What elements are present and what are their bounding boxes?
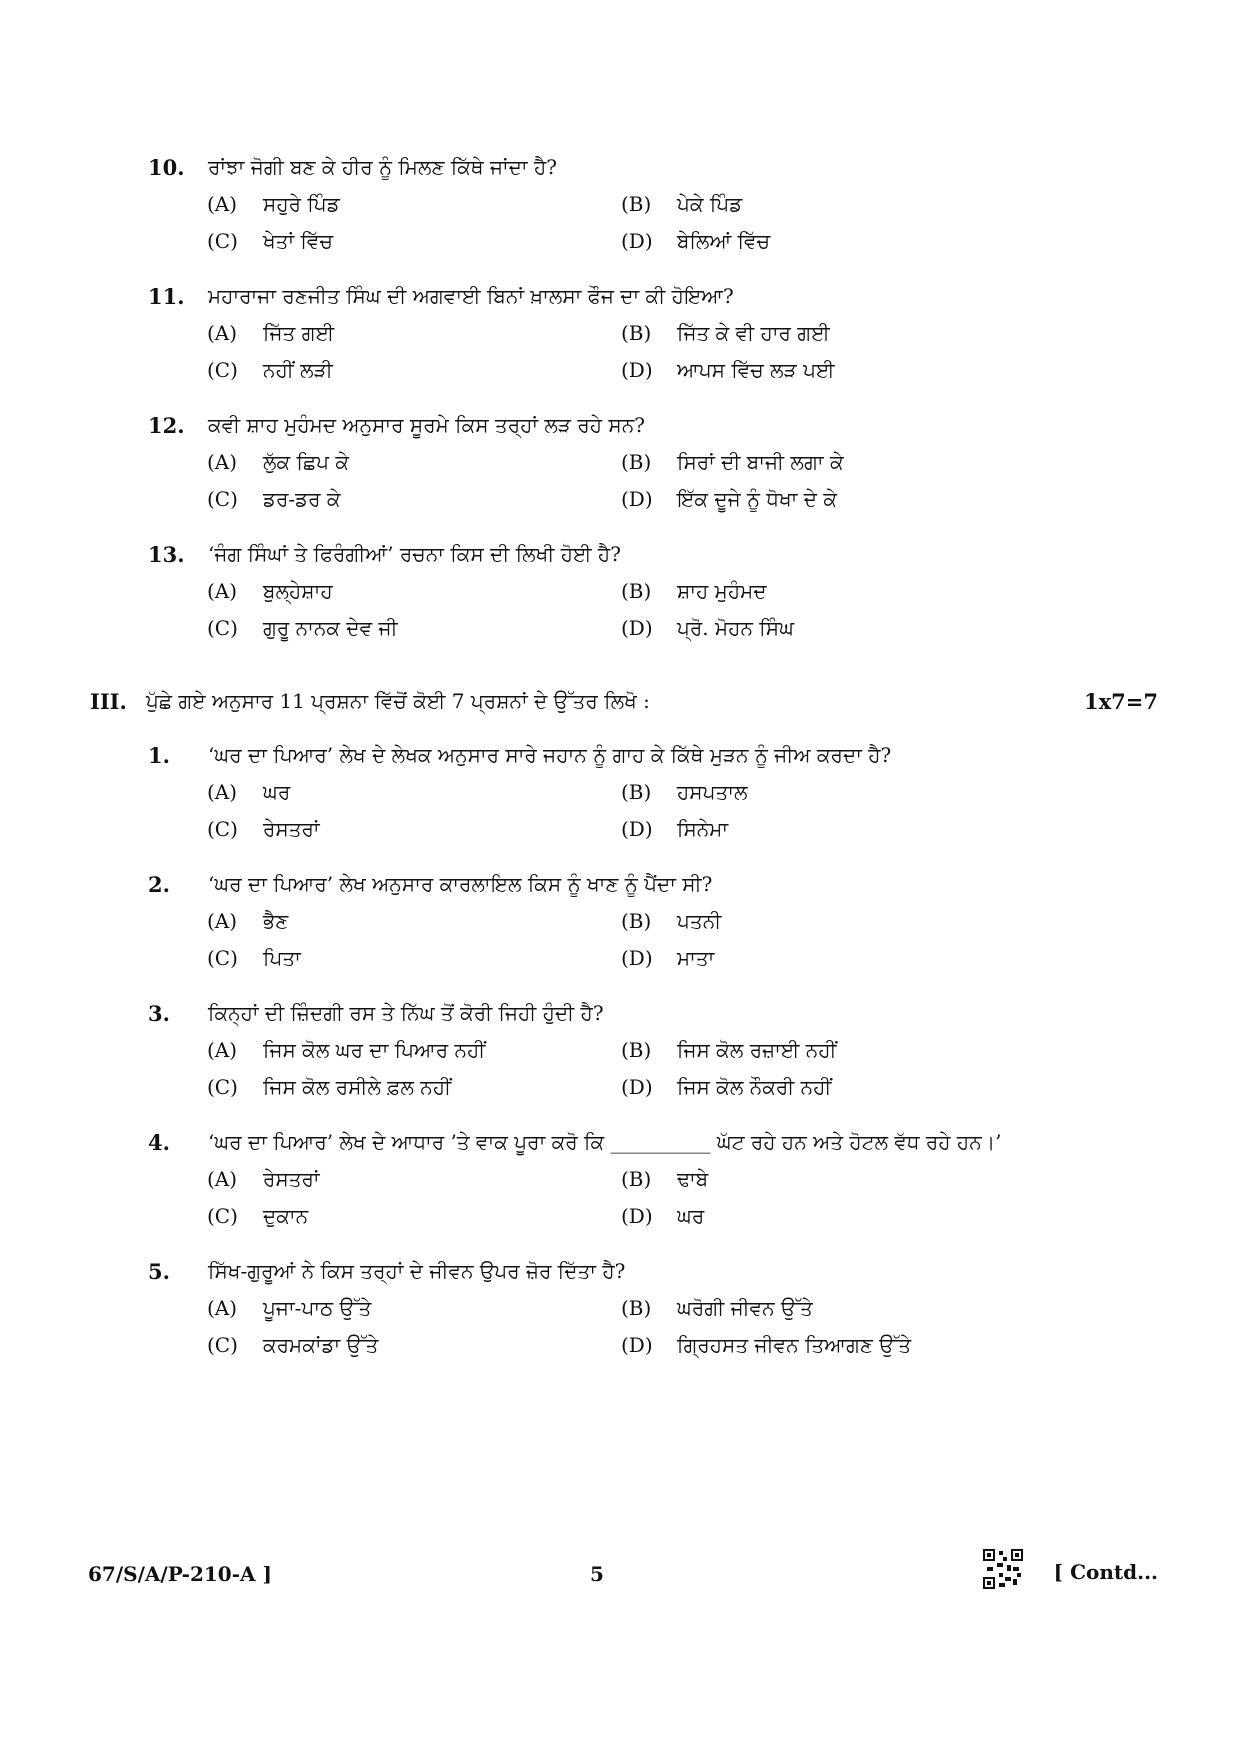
question-text: ‘ਘਰ ਦਾ ਪਿਆਰ’ ਲੇਖ ਦੇ ਲੇਖਕ ਅਨੁਸਾਰ ਸਾਰੇ ਜਹਾਨ ਨੂੰ ਗਾਹ ਕੇ ਕਿੱਥੇ ਮੁੜਨ ਨੂੰ ਜੀਅ ਕਰਦਾ ਹੈ? <box>208 743 892 767</box>
option-a: (A) ਜਿਸ ਕੋਲ ਘਰ ਦਾ ਪਿਆਰ ਨਹੀਂ <box>207 1038 486 1062</box>
option-c: (C) ਕਰਮਕਾਂਡਾ ਉੱਤੇ <box>207 1333 379 1357</box>
option-b: (B) ਜਿੱਤ ਕੇ ਵੀ ਹਾਰ ਗਈ <box>621 321 830 345</box>
option-b: (B) ਹਸਪਤਾਲ <box>621 780 748 804</box>
option-d: (D) ਮਾਤਾ <box>621 946 715 970</box>
option-a: (A) ਬੁਲ੍ਹੇਸ਼ਾਹ <box>207 579 333 603</box>
question-text: ਕਵੀ ਸ਼ਾਹ ਮੁਹੰਮਦ ਅਨੁਸਾਰ ਸੂਰਮੇ ਕਿਸ ਤਰ੍ਹਾਂ ਲੜ ਰਹੇ ਸਨ? <box>208 413 645 437</box>
option-c: (C) ਰੇਸਤਰਾਂ <box>207 817 320 841</box>
option-b: (B) ਘਰੋਗੀ ਜੀਵਨ ਉੱਤੇ <box>621 1296 813 1320</box>
option-c: (C) ਗੁਰੂ ਨਾਨਕ ਦੇਵ ਜੀ <box>207 616 398 640</box>
question-number: 1. <box>148 743 170 768</box>
option-a: (A) ਘਰ <box>207 780 291 804</box>
option-d: (D) ਆਪਸ ਵਿੱਚ ਲੜ ਪਈ <box>621 358 835 382</box>
option-c: (C) ਡਰ-ਡਰ ਕੇ <box>207 487 341 511</box>
section-label: III. <box>90 689 127 714</box>
option-a: (A) ਰੇਸਤਰਾਂ <box>207 1167 320 1191</box>
option-b: (B) ਜਿਸ ਕੋਲ ਰਜ਼ਾਈ ਨਹੀਂ <box>621 1038 837 1062</box>
option-b: (B) ਪਤਨੀ <box>621 909 722 933</box>
option-d: (D) ਬੇਲਿਆਂ ਵਿੱਚ <box>621 229 771 253</box>
option-d: (D) ਘਰ <box>621 1204 705 1228</box>
paper-code: 67/S/A/P-210-A ] <box>88 1562 272 1586</box>
option-d: (D) ਜਿਸ ਕੋਲ ਨੌਕਰੀ ਨਹੀਂ <box>621 1075 832 1099</box>
question-text: ਸਿੱਖ-ਗੁਰੂਆਂ ਨੇ ਕਿਸ ਤਰ੍ਹਾਂ ਦੇ ਜੀਵਨ ਉਪਰ ਜ਼ੋਰ ਦਿੱਤਾ ਹੈ? <box>208 1259 626 1283</box>
option-a: (A) ਲੁੱਕ ਛਿਪ ਕੇ <box>207 450 349 474</box>
question-number: 11. <box>148 284 185 309</box>
question-number: 10. <box>148 155 185 180</box>
question-number: 13. <box>148 542 185 567</box>
option-a: (A) ਸਹੁਰੇ ਪਿੰਡ <box>207 192 340 216</box>
continued-label: [ Contd... <box>1053 1560 1158 1584</box>
option-c: (C) ਨਹੀਂ ਲੜੀ <box>207 358 333 382</box>
question-text: ‘ਘਰ ਦਾ ਪਿਆਰ’ ਲੇਖ ਦੇ ਆਧਾਰ ’ਤੇ ਵਾਕ ਪੂਰਾ ਕਰੋ ਕਿ __________ ਘੱਟ ਰਹੇ ਹਨ ਅਤੇ ਹੋਟਲ ਵੱਧ ਰਹੇ ਹਨ।’ <box>208 1130 1002 1154</box>
option-d: (D) ਪ੍ਰੋ. ਮੋਹਨ ਸਿੰਘ <box>621 616 794 640</box>
option-a: (A) ਜਿੱਤ ਗਈ <box>207 321 335 345</box>
section-marks: 1x7=7 <box>1084 689 1158 714</box>
option-b: (B) ਪੇਕੇ ਪਿੰਡ <box>621 192 743 216</box>
option-b: (B) ਸਿਰਾਂ ਦੀ ਬਾਜੀ ਲਗਾ ਕੇ <box>621 450 844 474</box>
option-d: (D) ਗ੍ਰਿਹਸਤ ਜੀਵਨ ਤਿਆਗਣ ਉੱਤੇ <box>621 1333 912 1357</box>
section-instruction: ਪੁੱਛੇ ਗਏ ਅਨੁਸਾਰ 11 ਪ੍ਰਸ਼ਨਾ ਵਿੱਚੋਂ ਕੋਈ 7 ਪ੍ਰਸ਼ਨਾਂ ਦੇ ਉੱਤਰ ਲਿਖੋ : <box>146 689 650 713</box>
option-d: (D) ਸਿਨੇਮਾ <box>621 817 729 841</box>
question-number: 12. <box>148 413 185 438</box>
qr-code-icon <box>983 1549 1023 1589</box>
option-b: (B) ਢਾਬੇ <box>621 1167 709 1191</box>
option-a: (A) ਭੈਣ <box>207 909 289 933</box>
question-number: 2. <box>148 872 170 897</box>
option-c: (C) ਦੁਕਾਨ <box>207 1204 309 1228</box>
option-a: (A) ਪੂਜਾ-ਪਾਠ ਉੱਤੇ <box>207 1296 372 1320</box>
question-number: 3. <box>148 1001 170 1026</box>
option-b: (B) ਸ਼ਾਹ ਮੁਹੰਮਦ <box>621 579 767 603</box>
question-number: 5. <box>148 1259 170 1284</box>
question-text: ਕਿਨ੍ਹਾਂ ਦੀ ਜ਼ਿੰਦਗੀ ਰਸ ਤੇ ਨਿੱਘ ਤੋਂ ਕੋਰੀ ਜਿਹੀ ਹੁੰਦੀ ਹੈ? <box>208 1001 604 1025</box>
question-text: ਰਾਂਝਾ ਜੋਗੀ ਬਣ ਕੇ ਹੀਰ ਨੂੰ ਮਿਲਣ ਕਿੱਥੇ ਜਾਂਦਾ ਹੈ? <box>208 155 557 179</box>
option-c: (C) ਪਿਤਾ <box>207 946 301 970</box>
option-c: (C) ਜਿਸ ਕੋਲ ਰਸੀਲੇ ਫ਼ਲ ਨਹੀਂ <box>207 1075 452 1099</box>
question-text: ‘ਘਰ ਦਾ ਪਿਆਰ’ ਲੇਖ ਅਨੁਸਾਰ ਕਾਰਲਾਇਲ ਕਿਸ ਨੂੰ ਖਾਣ ਨੂੰ ਪੈਂਦਾ ਸੀ? <box>208 872 713 896</box>
option-c: (C) ਖੇਤਾਂ ਵਿੱਚ <box>207 229 333 253</box>
question-number: 4. <box>148 1130 170 1155</box>
question-text: ਮਹਾਰਾਜਾ ਰਣਜੀਤ ਸਿੰਘ ਦੀ ਅਗਵਾਈ ਬਿਨਾਂ ਖ਼ਾਲਸਾ ਫੌਜ ਦਾ ਕੀ ਹੋਇਆ? <box>208 284 734 308</box>
page-number: 5 <box>590 1562 604 1586</box>
option-d: (D) ਇੱਕ ਦੂਜੇ ਨੂੰ ਧੋਖਾ ਦੇ ਕੇ <box>621 487 837 511</box>
question-text: ‘ਜੰਗ ਸਿੰਘਾਂ ਤੇ ਫਿਰੰਗੀਆਂ’ ਰਚਨਾ ਕਿਸ ਦੀ ਲਿਖੀ ਹੋਈ ਹੈ? <box>208 542 621 566</box>
